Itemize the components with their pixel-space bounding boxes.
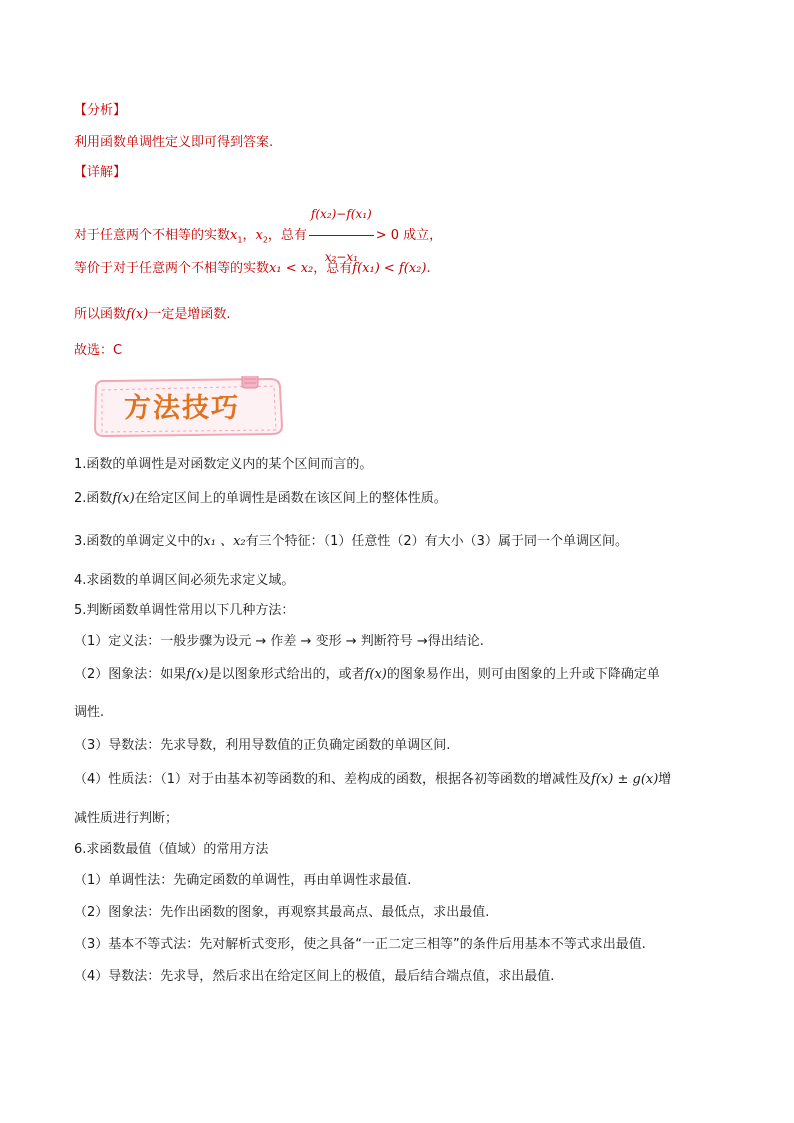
detail-line-3: 所以函数f(x)一定是增函数. [74,307,231,322]
tip-5-2-cont: 调性. [74,705,105,720]
answer: 故选：C [74,343,123,358]
tip-5-2: （2）图象法：如果f(x)是以图象形式给出的，或者f(x)的图象易作出，则可由图象的上升或下降确定单 [74,667,660,682]
tip-5-3: （3）导数法：先求导数，利用导数值的正负确定函数的单调区间. [74,738,451,753]
tip-6-1: （1）单调性法：先确定函数的单调性，再由单调性求最值. [74,873,412,888]
tip-5: 5.判断函数单调性常用以下几种方法： [74,603,295,618]
detail-line-1: 对于任意两个不相等的实数$x_1$，$x_2$，总有 $\frac{\text{f(x₂)−f(x₁)}}{\text{x₂−x₁}}$ > 0 成立， [74,194,442,277]
analysis-text: 利用函数单调性定义即可得到答案. [74,135,274,150]
tip-3: 3.函数的单调定义中的x₁ 、x₂有三个特征：（1）任意性（2）有大小（3）属于同一个单调区间。 [74,534,628,549]
difference-quotient: $\frac{\text{f(x₂)−f(x₁)}}{\text{x₂−x₁}}$ [309,194,374,277]
method-badge-title: 方法技巧 [124,393,240,424]
analysis-heading: 【分析】 [74,103,127,118]
tip-6-3: （3）基本不等式法：先对解析式变形，使之具备“一正二定三相等”的条件后用基本不等式求出最值. [74,937,646,952]
tip-5-4: （4）性质法：（1）对于由基本初等函数的和、差构成的函数，根据各初等函数的增减性及f(x) ± g(x)增 [74,772,672,787]
method-badge [92,376,282,434]
tip-5-1: （1）定义法：一般步骤为设元 → 作差 → 变形 → 判断符号 →得出结论. [74,634,484,649]
tip-6-4: （4）导数法：先求导，然后求出在给定区间上的极值，最后结合端点值，求出最值. [74,969,555,984]
tip-6-2: （2）图象法：先作出函数的图象，再观察其最高点、最低点，求出最值. [74,905,490,920]
tip-4: 4.求函数的单调区间必须先求定义域。 [74,573,295,588]
tip-1: 1.函数的单调性是对函数定义内的某个区间而言的。 [74,457,373,472]
tip-6: 6.求函数最值（值域）的常用方法 [74,842,269,857]
tip-5-4-cont: 减性质进行判断； [74,811,179,826]
tip-2: 2.函数f(x)在给定区间上的单调性是函数在该区间上的整体性质。 [74,491,447,506]
detail-heading: 【详解】 [74,165,127,180]
detail-line-2: 等价于对于任意两个不相等的实数x₁ < x₂，总有f(x₁) < f(x₂). [74,261,431,276]
